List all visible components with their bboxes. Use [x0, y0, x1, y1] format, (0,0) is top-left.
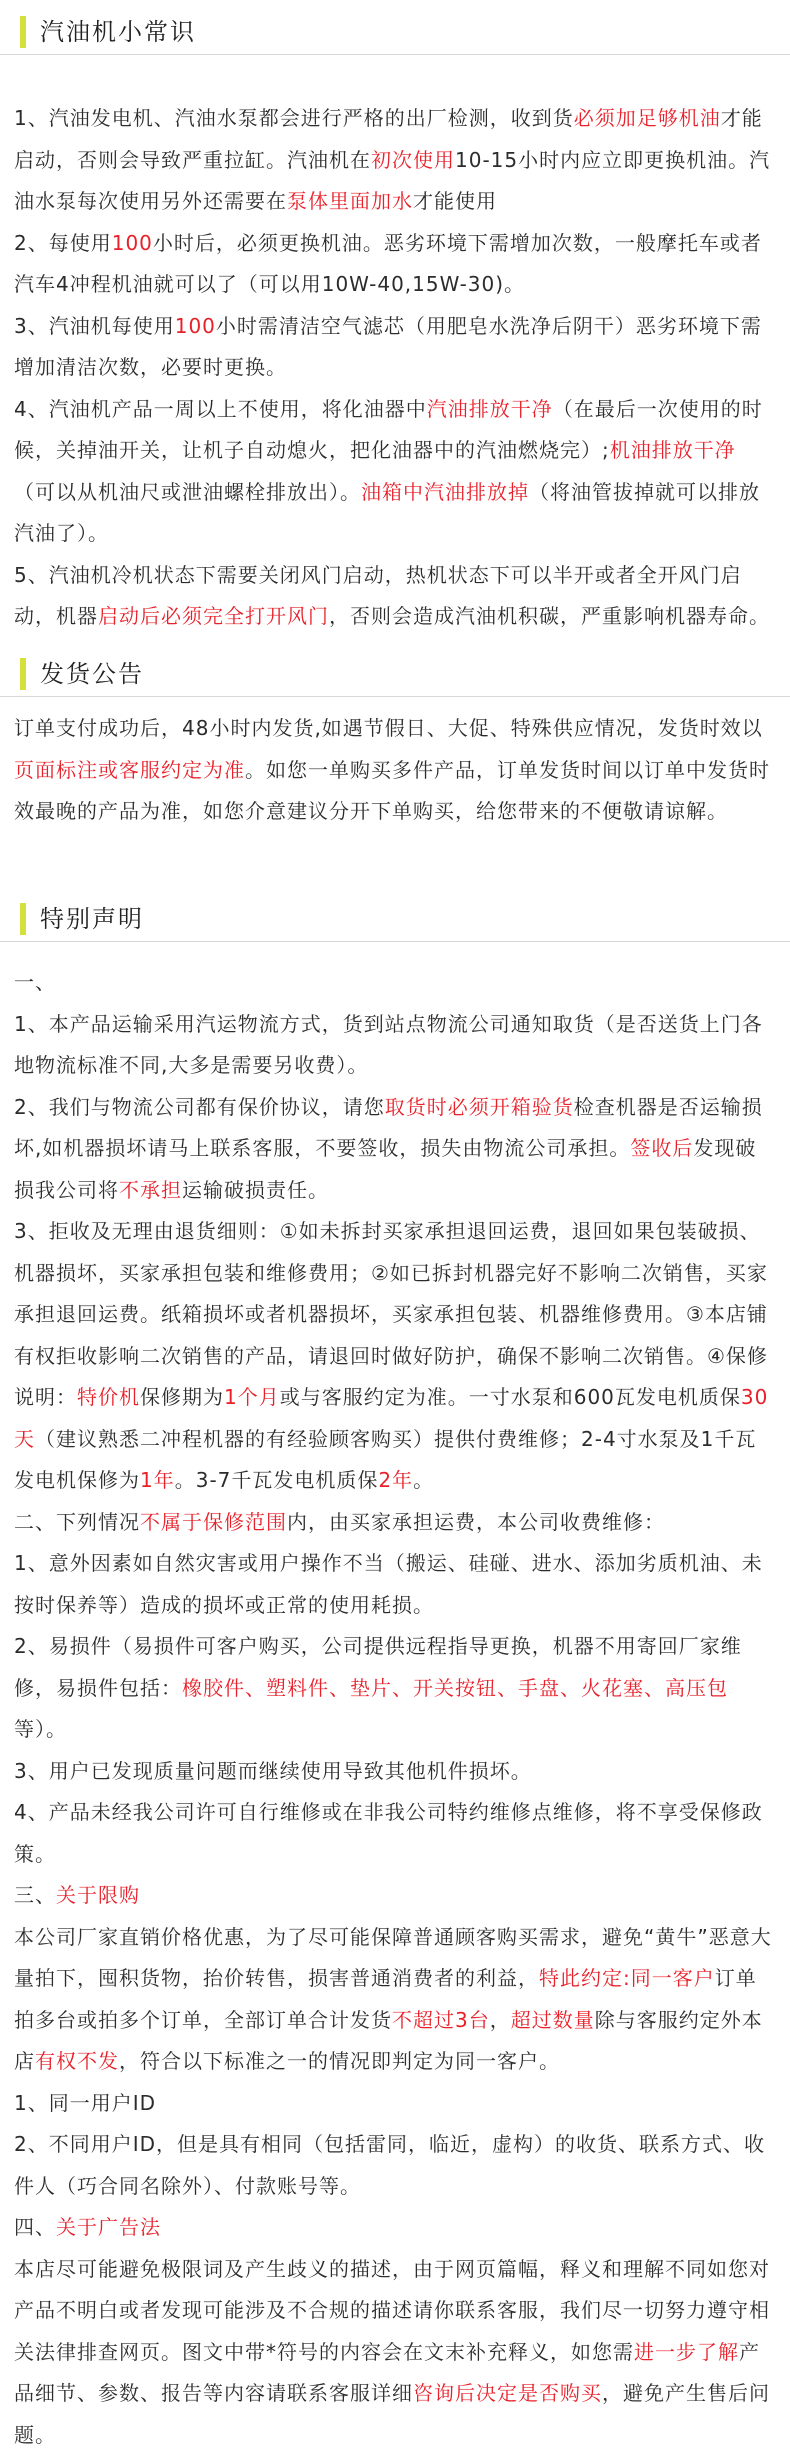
section-shipping-notice	[0, 652, 790, 696]
section-body	[14, 98, 776, 638]
paragraph	[14, 1751, 776, 1793]
paragraph-text: 2、我们与物流公司都有保价协议，请您	[14, 1095, 385, 1119]
paragraph-text: 三、	[14, 1883, 56, 1907]
paragraph-text: 2、每使用	[14, 231, 112, 255]
paragraph-text: （将油管拔掉就可以排放汽油了）。	[14, 480, 760, 546]
paragraph-text: 本公司厂家直销价格优惠，为了尽可能保障普通顾客购买需求，避免“黄牛”恶意大量拍下，囤积货物，抬价转售，损害普通消费者的利益，	[14, 1925, 772, 1991]
highlight-text: 100	[175, 314, 216, 338]
highlight-text: 关于限购	[56, 1883, 140, 1907]
paragraph-text: 3、汽油机每使用	[14, 314, 175, 338]
highlight-text: 机油排放干净	[610, 438, 736, 462]
paragraph-text: 才能启动，否则会导致严重拉缸。汽油机在	[14, 106, 763, 172]
highlight-text: 进一步了解	[634, 2340, 739, 2364]
highlight-text: 泵体里面加水	[287, 189, 413, 213]
paragraph-text: 。	[413, 1468, 434, 1492]
section-title: 特别声明	[40, 901, 144, 937]
accent-bar	[20, 903, 26, 935]
highlight-text: 必须加足够机油	[574, 106, 721, 130]
paragraph	[14, 2124, 776, 2207]
highlight-text: 2年	[378, 1468, 413, 1492]
accent-bar	[20, 16, 26, 48]
highlight-text: 超过数量	[511, 2008, 595, 2032]
highlight-text: 取货时必须开箱验货	[385, 1095, 574, 1119]
highlight-text: 汽油排放干净	[427, 397, 553, 421]
paragraph	[14, 2249, 776, 2456]
highlight-text: 特此约定:同一客户	[539, 1966, 715, 1990]
highlight-text: 启动后必须完全打开风门	[98, 604, 329, 628]
section-engine-tips	[0, 10, 790, 54]
highlight-text: 1年	[140, 1468, 175, 1492]
section-body	[14, 962, 776, 2456]
section-special-statement	[0, 897, 790, 941]
paragraph	[14, 1626, 776, 1751]
paragraph	[14, 1792, 776, 1875]
paragraph-text: 4、产品未经我公司许可自行维修或在非我公司特约维修点维修，将不享受保修政策。	[14, 1800, 763, 1866]
paragraph-text: 小时需清洁空气滤芯（用肥皂水洗净后阴干）恶劣环境下需增加清洁次数，必要时更换。	[14, 314, 762, 380]
section-title: 汽油机小常识	[40, 14, 196, 50]
paragraph	[14, 2207, 776, 2249]
highlight-text: 30天	[14, 1385, 768, 1451]
paragraph-text: 保修期为	[140, 1385, 224, 1409]
accent-bar	[20, 658, 26, 690]
paragraph-text: 产品细节、参数、报告等内容请联系客服详细	[14, 2340, 760, 2406]
paragraph-text: ，避免产生售后问题。	[14, 2381, 770, 2447]
paragraph	[14, 1543, 776, 1626]
paragraph-text: 除与客服约定外本店	[14, 2008, 763, 2074]
divider	[0, 696, 790, 697]
paragraph	[14, 708, 776, 833]
paragraph-text: 4、汽油机产品一周以上不使用，将化油器中	[14, 397, 427, 421]
paragraph	[14, 306, 776, 389]
paragraph	[14, 223, 776, 306]
paragraph-text: 检查机器是否运输损坏,如机器损坏请马上联系客服，不要签收，损失由物流公司承担。	[14, 1095, 763, 1161]
paragraph	[14, 555, 776, 638]
highlight-text: 有权不发	[35, 2049, 119, 2073]
paragraph-text: 本店尽可能避免极限词及产生歧义的描述，由于网页篇幅，释义和理解不同如您对产品不明白或者发现可能涉及不合规的描述请你联系客服，我们尽一切努力遵守相关法律排查网页。图文中带*符号的内容会在文末补充释义，如您需	[14, 2257, 770, 2364]
paragraph	[14, 98, 776, 223]
paragraph-text: 3、用户已发现质量问题而继续使用导致其他机件损坏。	[14, 1759, 532, 1783]
highlight-text: 油箱中汽油排放掉	[361, 480, 529, 504]
paragraph-text: 1、汽油发电机、汽油水泵都会进行严格的出厂检测，收到货	[14, 106, 574, 130]
highlight-text: 咨询后决定是否购买	[413, 2381, 602, 2405]
section-header	[0, 897, 790, 941]
paragraph-text: （可以从机油尺或泄油螺栓排放出）。	[14, 480, 361, 504]
divider	[0, 941, 790, 942]
paragraph	[14, 1087, 776, 1212]
highlight-text: 不超过3台	[392, 2008, 490, 2032]
paragraph-text: 等）。	[14, 1717, 67, 1741]
paragraph-text: 四、	[14, 2215, 56, 2239]
paragraph	[14, 1917, 776, 2083]
paragraph-text: 小时后，必须更换机油。恶劣环境下需增加次数，一般摩托车或者汽车4冲程机油就可以了（可以用10W-40,15W-30)。	[14, 231, 762, 297]
paragraph	[14, 1502, 776, 1544]
paragraph-text: 内，由买家承担运费，本公司收费维修：	[287, 1510, 665, 1534]
section-body	[14, 708, 776, 833]
paragraph-text: 5、汽油机冷机状态下需要关闭风门启动，热机状态下可以半开或者全开风门启动，机器	[14, 563, 742, 629]
paragraph-text: 或与客服约定为准。一寸水泵和600瓦发电机质保	[280, 1385, 741, 1409]
paragraph-text: 一、	[14, 970, 56, 994]
paragraph	[14, 2083, 776, 2125]
highlight-text: 特价机	[77, 1385, 140, 1409]
section-header	[0, 10, 790, 54]
paragraph-text: （建议熟悉二冲程机器的有经验顾客购买）提供付费维修；2-4寸水泵及1千瓦发电机保修为	[14, 1427, 756, 1493]
paragraph	[14, 1875, 776, 1917]
paragraph-text: 才能使用	[413, 189, 497, 213]
paragraph-text: 订单支付成功后，48小时内发货,如遇节假日、大促、特殊供应情况，发货时效以	[14, 716, 763, 740]
highlight-text: 1个月	[224, 1385, 280, 1409]
paragraph-text: 。如您一单购买多件产品，订单发货时间以订单中发货时效最晚的产品为准，如您介意建议分开下单购买，给您带来的不便敬请谅解。	[14, 758, 770, 824]
paragraph-text: 二、下列情况	[14, 1510, 140, 1534]
paragraph-text: 发现破损我公司将	[14, 1136, 756, 1202]
paragraph-text: 1、同一用户ID	[14, 2091, 156, 2115]
paragraph-text: （在最后一次使用的时候，关掉油开关，让机子自动熄火，把化油器中的汽油燃烧完）;	[14, 397, 763, 463]
paragraph-text: 运输破损责任。	[182, 1178, 329, 1202]
paragraph-text: 。3-7千瓦发电机质保	[175, 1468, 379, 1492]
paragraph-text: 10-15小时内应立即更换机油。汽油水泵每次使用另外还需要在	[14, 148, 770, 214]
divider	[0, 54, 790, 55]
paragraph-text: 2、易损件（易损件可客户购买，公司提供远程指导更换，机器不用寄回厂家维修，易损件包括：	[14, 1634, 742, 1700]
section-title: 发货公告	[40, 656, 144, 692]
highlight-text: 页面标注或客服约定为准	[14, 758, 245, 782]
highlight-text: 初次使用	[371, 148, 455, 172]
paragraph	[14, 1211, 776, 1502]
paragraph-text: ，	[490, 2008, 511, 2032]
highlight-text: 关于广告法	[56, 2215, 161, 2239]
highlight-text: 不属于保修范围	[140, 1510, 287, 1534]
paragraph	[14, 389, 776, 555]
paragraph	[14, 1004, 776, 1087]
paragraph-text: ，符合以下标准之一的情况即判定为同一客户。	[119, 2049, 560, 2073]
highlight-text: 不承担	[119, 1178, 182, 1202]
paragraph-text: 1、意外因素如自然灾害或用户操作不当（搬运、硅碰、进水、添加劣质机油、未按时保养等）造成的损坏或正常的使用耗损。	[14, 1551, 763, 1617]
highlight-text: 橡胶件、塑料件、垫片、开关按钮、手盘、火花塞、高压包	[182, 1676, 728, 1700]
paragraph	[14, 962, 776, 1004]
section-header	[0, 652, 790, 696]
highlight-text: 签收后	[630, 1136, 693, 1160]
paragraph-text: 2、不同用户ID，但是具有相同（包括雷同，临近，虚构）的收货、联系方式、收件人（巧合同名除外）、付款账号等。	[14, 2132, 765, 2198]
paragraph-text: 3、拒收及无理由退货细则：①如未拆封买家承担退回运费，退回如果包装破损、机器损坏，买家承担包装和维修费用；②如已拆封机器完好不影响二次销售，买家承担退回运费。纸箱损坏或者机器损坏，买家承担包装、机器维修费用。③本店铺有权拒收影响二次销售的产品，请退回时做好防护，确保不影响二次销售。④保修说明：	[14, 1219, 768, 1409]
paragraph-text: 1、本产品运输采用汽运物流方式，货到站点物流公司通知取货（是否送货上门各地物流标准不同,大多是需要另收费）。	[14, 1012, 763, 1078]
paragraph-text: ，否则会造成汽油机积碳，严重影响机器寿命。	[329, 604, 770, 628]
paragraph-text: 订单拍多台或拍多个订单，全部订单合计发货	[14, 1966, 757, 2032]
highlight-text: 100	[112, 231, 153, 255]
